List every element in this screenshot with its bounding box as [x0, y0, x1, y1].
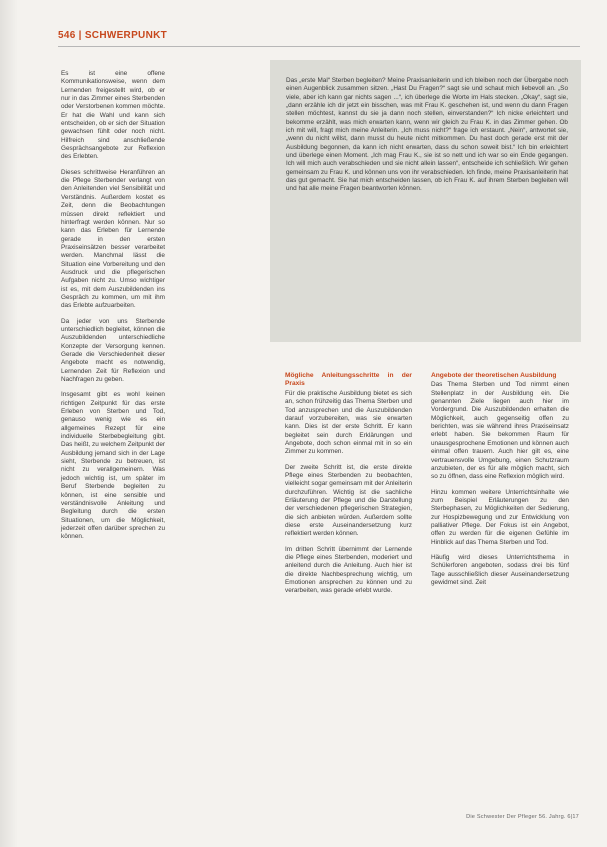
page-header: [58, 30, 580, 44]
case-story-box: [270, 60, 581, 342]
section-heading: Angebote der theoretischen Ausbildung: [431, 372, 557, 379]
column-middle: [285, 372, 412, 603]
box-text: [286, 77, 568, 201]
paragraph: Insgesamt gibt es wohl keinen richtigen Zeitpunkt für das erste Erleben von Sterben und Tod, genauso wenig wie es ein allgemeines Rezept für eine individuelle Sterbebegleitung gibt. Das heißt, zu welchem Zeitpunkt der Ausbildung jemand sich in der Lage sieht, Sterbende zu betreuen, ist nicht zu verallgemeinern. Was jedoch wichtig ist, um später im Beruf Sterbende begleiten zu können, ist eine sensible und verständnisvolle Anleitung und Begleitung durch die ersten Situationen, um die Möglichkeit, jederzeit offen darüber sprechen zu können.: [61, 391, 165, 541]
page-footer: Die Schwester Der Pfleger 56. Jahrg. 6|17: [466, 814, 579, 820]
paragraph: Der zweite Schritt ist, die erste direkte Pflege eines Sterbenden zu beobachten, vielleicht sogar gemeinsam mit der Anleiterin durchzuführen. Wichtig ist die sachliche Erläuterung der Pflege und die Darstellung der verschiedenen pflegerischen Strategien, die sich anbieten würden. Außerdem sollte diese erste Auseinandersetzung kurz reflektiert werden können.: [285, 463, 412, 538]
paragraph: Für die praktische Ausbildung bietet es sich an, schon frühzeitig das Thema Sterben und Tod anzusprechen und die Auszubildenden darauf vorzubereiten, was sie erwarten kann. Dies ist der erste Schritt. Er kann begleitet sein durch Erklärungen und Angebote, doch schon einmal mit in so ein Zimmer zu kommen.: [285, 389, 412, 456]
paragraph: Hinzu kommen weitere Unterrichtsinhalte wie zum Beispiel Erläuterungen zu den Sterbephasen, zu Möglichkeiten der Sedierung, zur Hospizbewegung und zur Entwicklung von palliativer Pflege. Der Fokus ist ein Angebot, offen zu werden für die eigenen Gefühle im Hinblick auf das Thema Sterben und Tod.: [431, 488, 569, 546]
paragraph: Das „erste Mal“ Sterben begleiten? Meine Praxisanleiterin und ich bleiben noch der Übergabe noch einen Augenblick zusammen sitzen. „Hast Du Fragen?“ sagt sie und schaut mich liebevoll an. „So viele, aber ich kann gar nichts sagen ...“, ich überlege die Worte im Hals stecken. „Okay“, sagt sie, „dann erzähle ich dir jetzt ein bisschen, was mit Frau K. geschehen ist, und wenn du dann Fragen stellen möchtest, kannst du sie ja dann noch stellen, einverstanden?“ Ich nicke erleichtert und bekomme erzählt, was mich erwarten kann, wenn wir gleich zu Frau K. in das Zimmer gehen. Ob ich mit will, fragt mich meine Anleiterin. „Ich muss nicht?“ frage ich erstaunt. „Nein“, antwortet sie, „wenn du nicht willst, dann musst du heute nicht mitkommen. Du hast doch gerade erst mit der Ausbildung begonnen, da kann ich nicht erwarten, dass du schon soweit bist.“ Ich bin erleichtert und überlege einen Moment. „Ich mag Frau K., sie ist so nett und ich war so ein Ende gegangen. Ich will mich auch verabschieden und sie nicht allein lassen“, entscheide ich schließlich. Wir gehen gemeinsam zu Frau K. und können uns von ihr verabschieden. Ich finde, meine Praxisanleiterin hat das gut gemacht. Sie hat mich entscheiden lassen, ob ich Frau K. auf ihrem Sterben begleiten will und hat alle meine Fragen beantworten können.: [286, 77, 568, 193]
paragraph: Häufig wird dieses Unterrichtsthema in Schülerforen angeboten, sodass drei bis fünf Tage ausschließlich dieser Auseinandersetzung gewidmet sind. Zeit: [431, 553, 569, 586]
paragraph: Im dritten Schritt übernimmt der Lernende die Pflege eines Sterbenden, moderiert und anleitend durch die Anleitung. Auch hier ist die direkte Nachbesprechung wichtig, um Emotionen ansprechen zu können und zu verarbeiten, was gerade erlebt wurde.: [285, 545, 412, 595]
column-right: [431, 372, 569, 594]
binding-shadow: [0, 0, 18, 847]
header-rule: [58, 46, 580, 47]
paragraph: Dieses schrittweise Heranführen an die Pflege Sterbender verlangt von den Anleitenden viel Sensibilität und Verständnis. Außerdem kostet es Zeit, denn die Beobachtungen müssen direkt reflektiert und hinterfragt werden können. Nur so kann das Erleben für Lernende gerade in den ersten Praxiseinsätzen besser verarbeitet werden. Manchmal lässt die Situation eine Vorbereitung und den Ausdruck und die pflegerischen Aufgaben nicht zu. Umso wichtiger ist es, mit dem Auszubildenden ins Gespräch zu kommen, um mit ihm das Erlebte aufzuarbeiten.: [61, 168, 165, 310]
page-label: 546 | SCHWERPUNKT: [58, 30, 168, 41]
paragraph: Das Thema Sterben und Tod nimmt einen Stellenplatz in der Ausbildung ein. Die genannten Ziele liegen auch hier im Vordergrund. Die Auszubildenden erhalten die Möglichkeit, auch gegenseitig offen zu berichten, was sie während ihres Praxiseinsatz erlebt haben. Sie bekommen Raum für unausgesprochene Emotionen und können auch einmal offen trauern. Auch hier gilt es, eine vertrauensvolle Umgebung, einen Schutzraum anzubieten, der es für alle möglich macht, sich so zu öffnen, dass eine Reflexion möglich wird.: [431, 381, 569, 481]
paragraph: Da jeder von uns Sterbende unterschiedlich begleitet, können die Auszubildenden unterschiedliche Konzepte der Versorgung kennen. Gerade die Verschiedenheit dieser Angebote macht es notwendig, Lernenden Zeit für Reflexion und Nachfragen zu geben.: [61, 317, 165, 384]
column-left: [61, 70, 165, 549]
section-heading: Mögliche Anleitungsschritte in der Praxis: [285, 372, 412, 388]
paragraph: Es ist eine offene Kommunikationsweise, wenn dem Lernenden freigestellt wird, ob er nur in das Zimmer eines Sterbenden oder Verstorbenen kommen möchte. Er hat die Wahl und kann sich entscheiden, ob er sich der Situation gewachsen fühlt oder noch nicht. Hilfreich sind anschließende Gesprächsangebote zur Reflexion des Erlebten.: [61, 70, 165, 161]
